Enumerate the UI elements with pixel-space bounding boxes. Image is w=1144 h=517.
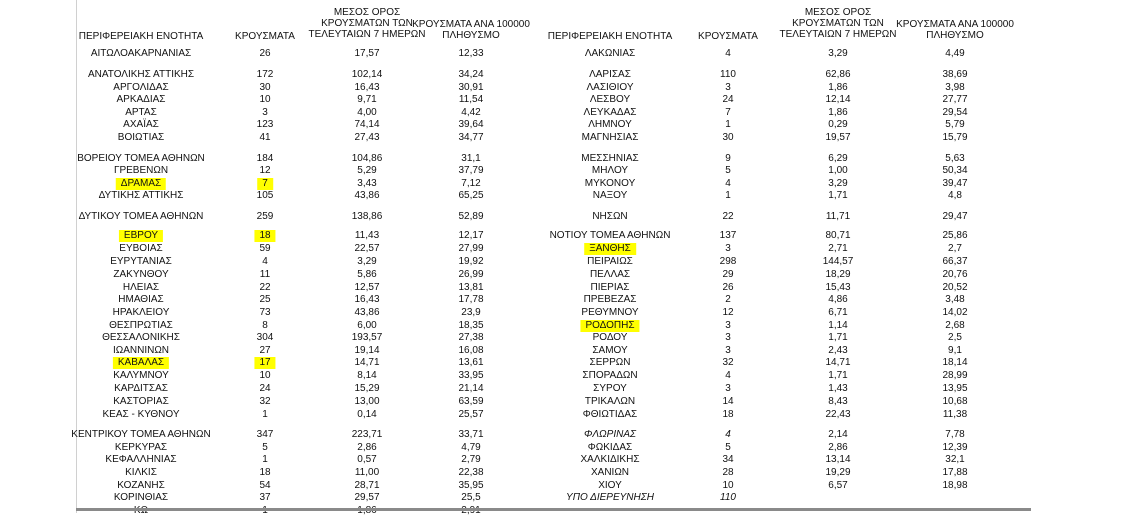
cell-per100k: 23,9: [461, 307, 481, 318]
cell-name: ΦΛΩΡΙΝΑΣ: [584, 429, 636, 440]
cell-per100k: 20,76: [942, 269, 968, 280]
cell-name: ΡΟΔΟΠΗΣ: [580, 320, 639, 332]
cell-name: ΦΩΚΙΔΑΣ: [587, 442, 633, 453]
cell-per100k: 30,91: [458, 82, 484, 93]
cell-per100k: 31,1: [461, 153, 481, 164]
cell-cases: 12: [259, 165, 271, 176]
cell-avg7: 6,00: [357, 320, 377, 331]
cell-cases: 3: [262, 107, 268, 118]
header-line: ΚΡΟΥΣΜΑΤΩΝ ΤΩΝ: [321, 18, 413, 29]
cell-cases: 4: [262, 256, 268, 267]
cell-avg7: 3,29: [828, 178, 848, 189]
cell-per100k: 29,54: [942, 107, 968, 118]
cell-per100k: 17,88: [942, 467, 968, 478]
cell-cases: 1: [262, 454, 268, 465]
cell-per100k: 21,14: [458, 383, 484, 394]
cell-avg7: 193,57: [351, 332, 383, 343]
column-header-right-name: [548, 31, 672, 42]
cell-cases: 5: [725, 165, 731, 176]
cell-avg7: 80,71: [825, 230, 851, 241]
cell-avg7: 1,00: [828, 165, 848, 176]
cell-cases: 172: [256, 69, 274, 80]
cell-avg7: 16,43: [354, 294, 380, 305]
cell-cases: 137: [719, 230, 737, 241]
cell-per100k: 35,95: [458, 480, 484, 491]
cell-per100k: 3,48: [945, 294, 965, 305]
cell-per100k: 4,8: [948, 190, 962, 201]
cell-name: ΚΕΡΚΥΡΑΣ: [114, 442, 168, 453]
cell-per100k: 50,34: [942, 165, 968, 176]
header-line: ΤΕΛΕΥΤΑΙΩΝ 7 ΗΜΕΡΩΝ: [779, 29, 897, 40]
cell-per100k: 13,95: [942, 383, 968, 394]
cell-cases: 3: [725, 383, 731, 394]
cell-cases: 59: [259, 243, 271, 254]
cell-name: ΚΑΛΥΜΝΟΥ: [113, 370, 169, 381]
cell-avg7: 16,43: [354, 82, 380, 93]
cell-name: ΑΧΑΪΑΣ: [123, 119, 159, 130]
cell-cases: 37: [259, 492, 271, 503]
cell-per100k: 27,38: [458, 332, 484, 343]
cell-cases: 4: [725, 178, 731, 189]
cell-cases: 1: [725, 119, 731, 130]
cell-per100k: 33,95: [458, 370, 484, 381]
cell-avg7: 6,57: [828, 480, 848, 491]
cell-name: ΝΟΤΙΟΥ ΤΟΜΕΑ ΑΘΗΝΩΝ: [549, 230, 671, 241]
cell-per100k: 11,54: [458, 94, 484, 105]
cell-name: ΝΗΣΩΝ: [592, 211, 628, 222]
cell-cases: 2: [725, 294, 731, 305]
column-header-left-per100k: [412, 19, 530, 41]
cell-avg7: 102,14: [351, 69, 383, 80]
cell-avg7: 4,86: [828, 294, 848, 305]
cell-avg7: 8,43: [828, 396, 848, 407]
cell-name: ΜΑΓΝΗΣΙΑΣ: [581, 132, 639, 143]
column-header-left-cases: [235, 31, 295, 42]
cell-avg7: 2,86: [828, 442, 848, 453]
cell-name: ΗΜΑΘΙΑΣ: [118, 294, 164, 305]
cell-avg7: 104,86: [351, 153, 383, 164]
cell-avg7: 1,86: [828, 82, 848, 93]
cell-avg7: 28,71: [354, 480, 380, 491]
cell-per100k: 3,98: [945, 82, 965, 93]
cell-cases: 41: [259, 132, 271, 143]
cell-cases: 298: [719, 256, 737, 267]
header-line: ΚΡΟΥΣΜΑΤΑ: [698, 31, 758, 42]
column-header-left-avg7: [308, 7, 425, 40]
cell-per100k: 39,64: [458, 119, 484, 130]
cell-name: ΜΕΣΣΗΝΙΑΣ: [581, 153, 639, 164]
cell-per100k: 4,79: [461, 442, 481, 453]
header-line: ΚΡΟΥΣΜΑΤΩΝ ΤΩΝ: [792, 18, 884, 29]
cell-cases: 32: [722, 357, 734, 368]
cell-per100k: 19,92: [458, 256, 484, 267]
cell-avg7: 5,86: [357, 269, 377, 280]
covid-cases-table: [71, 0, 1032, 513]
cell-avg7: 11,71: [825, 211, 851, 222]
cell-cases: 14: [722, 396, 734, 407]
cell-avg7: 5,29: [357, 165, 377, 176]
cell-avg7: 1,43: [828, 383, 848, 394]
cell-per100k: 15,79: [942, 132, 968, 143]
cell-name: ΠΕΙΡΑΙΩΣ: [587, 256, 633, 267]
cell-avg7: 22,43: [825, 409, 851, 420]
cell-cases: 24: [259, 383, 271, 394]
header-line: ΤΕΛΕΥΤΑΙΩΝ 7 ΗΜΕΡΩΝ: [308, 29, 426, 40]
cell-cases: 3: [725, 345, 731, 356]
cell-name: ΚΟΡΙΝΘΙΑΣ: [113, 492, 169, 503]
cell-cases: 9: [725, 153, 731, 164]
cell-name: ΔΥΤΙΚΟΥ ΤΟΜΕΑ ΑΘΗΝΩΝ: [78, 211, 204, 222]
cell-name: ΕΥΒΟΙΑΣ: [119, 243, 163, 254]
cell-avg7: 6,71: [828, 307, 848, 318]
cell-cases: 1: [262, 409, 268, 420]
cell-per100k: 7,12: [461, 178, 481, 189]
cell-cases: 184: [256, 153, 274, 164]
cell-per100k: 18,14: [942, 357, 968, 368]
cell-per100k: 52,89: [458, 211, 484, 222]
cell-cases: 10: [259, 370, 271, 381]
cell-cases: 73: [259, 307, 271, 318]
cell-per100k: 38,69: [942, 69, 968, 80]
cell-name: ΛΕΥΚΑΔΑΣ: [583, 107, 637, 118]
cell-per100k: 4,42: [461, 107, 481, 118]
cell-cases: 3: [725, 243, 731, 254]
cell-per100k: 34,77: [458, 132, 484, 143]
cell-avg7: 6,29: [828, 153, 848, 164]
cell-cases: [262, 505, 268, 517]
cell-per100k: 11,38: [942, 409, 968, 420]
cell-cases: 7: [257, 178, 273, 190]
cell-per100k: 65,25: [458, 190, 484, 201]
cell-avg7: 1,86: [828, 107, 848, 118]
cell-cases: 3: [725, 332, 731, 343]
cell-per100k: 2,68: [945, 320, 965, 331]
cell-per100k: 18,98: [942, 480, 968, 491]
cell-avg7: 11,00: [354, 467, 380, 478]
cell-per100k: 13,61: [458, 357, 484, 368]
cell-cases: 26: [259, 48, 271, 59]
cell-avg7: 14,71: [825, 357, 851, 368]
cell-per100k: 12,39: [942, 442, 968, 453]
cell-cases: 34: [722, 454, 734, 465]
cell-per100k: 14,02: [942, 307, 968, 318]
header-line: ΜΕΣΟΣ ΟΡΟΣ: [804, 7, 872, 18]
cell-name: ΕΥΡΥΤΑΝΙΑΣ: [110, 256, 172, 267]
cell-avg7: 43,86: [354, 190, 380, 201]
cell-name: ΜΗΛΟΥ: [591, 165, 629, 176]
cell-name: ΜΥΚΟΝΟΥ: [584, 178, 636, 189]
cell-avg7: 19,57: [825, 132, 851, 143]
cell-avg7: 15,43: [825, 282, 851, 293]
cell-name: ΣΑΜΟΥ: [592, 345, 628, 356]
cell-cases: 105: [256, 190, 274, 201]
cell-name: ΣΥΡΟΥ: [593, 383, 627, 394]
header-line: ΠΛΗΘΥΣΜΟ: [442, 30, 500, 41]
cell-per100k: 63,59: [458, 396, 484, 407]
header-line: ΠΕΡΙΦΕΡΕΙΑΚΗ ΕΝΟΤΗΤΑ: [547, 31, 673, 42]
cell-cases: 54: [259, 480, 271, 491]
header-line: ΚΡΟΥΣΜΑΤΑ ΑΝΑ 100000: [896, 19, 1014, 30]
cell-per100k: 7,78: [945, 429, 965, 440]
cell-avg7: 144,57: [822, 256, 854, 267]
cell-name: ΑΡΓΟΛΙΔΑΣ: [113, 82, 169, 93]
cell-name: ΣΕΡΡΩΝ: [589, 357, 631, 368]
cell-name: ΕΒΡΟΥ: [119, 230, 163, 242]
cell-avg7: 223,71: [351, 429, 383, 440]
cell-name: ΚΑΡΔΙΤΣΑΣ: [114, 383, 168, 394]
cell-per100k: 22,38: [458, 467, 484, 478]
cell-cases: 10: [259, 94, 271, 105]
cell-avg7: 3,29: [357, 256, 377, 267]
cell-cases: 30: [722, 132, 734, 143]
cell-cases: 28: [722, 467, 734, 478]
cell-per100k: 37,79: [458, 165, 484, 176]
cell-avg7: 17,57: [354, 48, 380, 59]
cell-per100k: 2,7: [948, 243, 962, 254]
cell-name: ΠΙΕΡΙΑΣ: [590, 282, 630, 293]
cell-cases: 22: [722, 211, 734, 222]
cell-per100k: 5,63: [945, 153, 965, 164]
cell-per100k: 39,47: [942, 178, 968, 189]
cell-per100k: 34,24: [458, 69, 484, 80]
cell-name: ΚΕΦΑΛΛΗΝΙΑΣ: [105, 454, 177, 465]
cell-name: ΑΙΤΩΛΟΑΚΑΡΝΑΝΙΑΣ: [90, 48, 192, 59]
cell-per100k: 17,78: [458, 294, 484, 305]
cell-per100k: 9,1: [948, 345, 962, 356]
cell-cases: 30: [259, 82, 271, 93]
cell-cases: 18: [722, 409, 734, 420]
cell-name: ΧΑΛΚΙΔΙΚΗΣ: [580, 454, 640, 465]
cell-name: ΔΥΤΙΚΗΣ ΑΤΤΙΚΗΣ: [98, 190, 184, 201]
cell-avg7: 13,14: [825, 454, 851, 465]
cell-per100k: 2,79: [461, 454, 481, 465]
cell-name: ΗΛΕΙΑΣ: [122, 282, 160, 293]
cell-avg7: 2,43: [828, 345, 848, 356]
header-line: ΚΡΟΥΣΜΑΤΑ ΑΝΑ 100000: [412, 19, 530, 30]
cell-name: ΔΡΑΜΑΣ: [116, 178, 166, 190]
cell-cases: 26: [722, 282, 734, 293]
cell-cases: 29: [722, 269, 734, 280]
cell-avg7: 43,86: [354, 307, 380, 318]
cell-cases: 4: [725, 370, 731, 381]
cell-name: ΛΕΣΒΟΥ: [589, 94, 631, 105]
cell-avg7: 4,00: [357, 107, 377, 118]
cell-name: ΛΑΡΙΣΑΣ: [589, 69, 631, 80]
cell-name: ΚΑΣΤΟΡΙΑΣ: [113, 396, 169, 407]
cell-name: ΚΑΒΑΛΑΣ: [113, 357, 169, 369]
cell-per100k: 20,52: [942, 282, 968, 293]
cell-avg7: 12,14: [825, 94, 851, 105]
cell-name: ΛΑΣΙΘΙΟΥ: [586, 82, 634, 93]
cell-avg7: 29,57: [354, 492, 380, 503]
cell-name: ΗΡΑΚΛΕΙΟΥ: [112, 307, 170, 318]
cell-per100k: 66,37: [942, 256, 968, 267]
cell-avg7: 74,14: [354, 119, 380, 130]
cell-name: ΠΡΕΒΕΖΑΣ: [583, 294, 637, 305]
cell-per100k: 27,77: [942, 94, 968, 105]
cell-per100k: 26,99: [458, 269, 484, 280]
cell-cases: 24: [722, 94, 734, 105]
cell-per100k: 12,33: [458, 48, 484, 59]
cell-avg7: 15,29: [354, 383, 380, 394]
cell-cases: 110: [720, 492, 736, 503]
cell-avg7: 0,57: [357, 454, 377, 465]
cell-name: ΝΑΞΟΥ: [592, 190, 628, 201]
cell-per100k: 10,68: [942, 396, 968, 407]
cell-name: ΚΙΛΚΙΣ: [125, 467, 157, 478]
cell-avg7: 1,71: [828, 190, 848, 201]
cell-cases: 11: [259, 269, 271, 280]
cell-name: [134, 505, 148, 517]
cell-avg7: [357, 505, 376, 517]
cell-avg7: 2,71: [828, 243, 848, 254]
cell-avg7: 18,29: [825, 269, 851, 280]
cell-avg7: 14,71: [354, 357, 380, 368]
cell-avg7: 13,00: [354, 396, 380, 407]
cell-per100k: 25,57: [458, 409, 484, 420]
cell-per100k: 25,5: [461, 492, 481, 503]
cell-name: ΘΕΣΠΡΩΤΙΑΣ: [109, 320, 173, 331]
cell-avg7: 62,86: [825, 69, 851, 80]
cell-cases: 347: [256, 429, 274, 440]
column-header-right-avg7: [779, 7, 896, 40]
cell-cases: 12: [722, 307, 734, 318]
cell-name: ΛΗΜΝΟΥ: [588, 119, 632, 130]
cell-avg7: 9,71: [357, 94, 377, 105]
cell-cases: 10: [722, 480, 734, 491]
cell-name: ΒΟΙΩΤΙΑΣ: [117, 132, 165, 143]
cell-name: ΘΕΣΣΑΛΟΝΙΚΗΣ: [102, 332, 180, 343]
cell-name: ΞΑΝΘΗΣ: [584, 243, 636, 255]
cell-name: ΧΑΝΙΩΝ: [590, 467, 630, 478]
cell-name: ΑΝΑΤΟΛΙΚΗΣ ΑΤΤΙΚΗΣ: [87, 69, 195, 80]
cell-per100k: [461, 505, 480, 517]
cell-avg7: 0,14: [357, 409, 377, 420]
cell-name: ΦΘΙΩΤΙΔΑΣ: [582, 409, 638, 420]
cell-cases: 27: [259, 345, 271, 356]
cell-cases: 7: [725, 107, 731, 118]
cell-name: ΡΟΔΟΥ: [592, 332, 628, 343]
cell-avg7: 11,43: [354, 230, 380, 241]
cell-name: ΥΠΟ ΔΙΕΡΕΥΝΗΣΗ: [566, 492, 654, 503]
header-line: ΚΡΟΥΣΜΑΤΑ: [235, 31, 295, 42]
cell-per100k: 29,47: [942, 211, 968, 222]
cell-per100k: 2,5: [948, 332, 962, 343]
cell-per100k: 16,08: [458, 345, 484, 356]
cell-per100k: 5,79: [945, 119, 965, 130]
cell-cases: 1: [725, 190, 731, 201]
cell-avg7: 1,14: [828, 320, 848, 331]
cell-cases: 123: [256, 119, 274, 130]
cell-avg7: 12,57: [354, 282, 380, 293]
cell-avg7: 138,86: [351, 211, 383, 222]
column-header-right-per100k: [896, 19, 1014, 41]
column-header-right-cases: [698, 31, 758, 42]
cell-per100k: 13,81: [458, 282, 484, 293]
cell-cases: 18: [259, 467, 271, 478]
cell-cases: 4: [725, 48, 731, 59]
cell-avg7: 3,29: [828, 48, 848, 59]
cell-avg7: 8,14: [357, 370, 377, 381]
cell-cases: 5: [725, 442, 731, 453]
cell-name: ΒΟΡΕΙΟΥ ΤΟΜΕΑ ΑΘΗΝΩΝ: [77, 153, 205, 164]
cell-name: ΙΩΑΝΝΙΝΩΝ: [112, 345, 170, 356]
cell-name: ΖΑΚΥΝΘΟΥ: [113, 269, 169, 280]
cell-per100k: 32,1: [945, 454, 965, 465]
cell-cases: 8: [262, 320, 268, 331]
cell-cases: 5: [262, 442, 268, 453]
cell-name: ΑΡΤΑΣ: [125, 107, 157, 118]
cell-per100k: 27,99: [458, 243, 484, 254]
header-line: ΠΛΗΘΥΣΜΟ: [926, 30, 984, 41]
cell-name: ΛΑΚΩΝΙΑΣ: [584, 48, 636, 59]
bottom-border: [76, 508, 1031, 511]
cell-name: ΠΕΛΛΑΣ: [589, 269, 631, 280]
cell-per100k: 12,17: [458, 230, 484, 241]
cell-avg7: 0,29: [828, 119, 848, 130]
cell-cases: 18: [254, 230, 275, 242]
cell-name: ΚΕΑΣ - ΚΥΘΝΟΥ: [102, 409, 180, 420]
column-header-left-name: [79, 31, 203, 42]
cell-cases: 304: [256, 332, 274, 343]
cell-avg7: 27,43: [354, 132, 380, 143]
cell-name: ΧΙΟΥ: [598, 480, 622, 491]
cell-cases: 17: [254, 357, 275, 369]
cell-name: ΡΕΘΥΜΝΟΥ: [581, 307, 639, 318]
cell-name: ΤΡΙΚΑΛΩΝ: [584, 396, 636, 407]
cell-name: ΚΕΝΤΡΙΚΟΥ ΤΟΜΕΑ ΑΘΗΝΩΝ: [71, 429, 211, 440]
cell-per100k: 25,86: [942, 230, 968, 241]
cell-per100k: 18,35: [458, 320, 484, 331]
cell-avg7: 19,14: [354, 345, 380, 356]
cell-avg7: 2,86: [357, 442, 377, 453]
cell-cases: 3: [725, 320, 731, 331]
cell-per100k: 4,49: [945, 48, 965, 59]
cell-name: ΣΠΟΡΑΔΩΝ: [582, 370, 638, 381]
cell-avg7: 3,43: [357, 178, 377, 189]
cell-avg7: 19,29: [825, 467, 851, 478]
cell-name: ΓΡΕΒΕΝΩΝ: [113, 165, 169, 176]
header-line: ΠΕΡΙΦΕΡΕΙΑΚΗ ΕΝΟΤΗΤΑ: [78, 31, 204, 42]
cell-cases: 32: [259, 396, 271, 407]
cell-cases: 25: [259, 294, 271, 305]
cell-avg7: 1,71: [828, 370, 848, 381]
cell-cases: 4: [725, 429, 731, 440]
cell-avg7: 1,71: [828, 332, 848, 343]
header-line: ΜΕΣΟΣ ΟΡΟΣ: [333, 7, 401, 18]
cell-per100k: 28,99: [942, 370, 968, 381]
cell-cases: 22: [259, 282, 271, 293]
cell-name: ΚΟΖΑΝΗΣ: [117, 480, 165, 491]
cell-name: ΑΡΚΑΔΙΑΣ: [116, 94, 166, 105]
cell-cases: 110: [720, 69, 736, 80]
cell-avg7: 22,57: [354, 243, 380, 254]
cell-per100k: 33,71: [458, 429, 484, 440]
cell-cases: 3: [725, 82, 731, 93]
cell-avg7: 2,14: [828, 429, 848, 440]
cell-cases: 259: [256, 211, 274, 222]
